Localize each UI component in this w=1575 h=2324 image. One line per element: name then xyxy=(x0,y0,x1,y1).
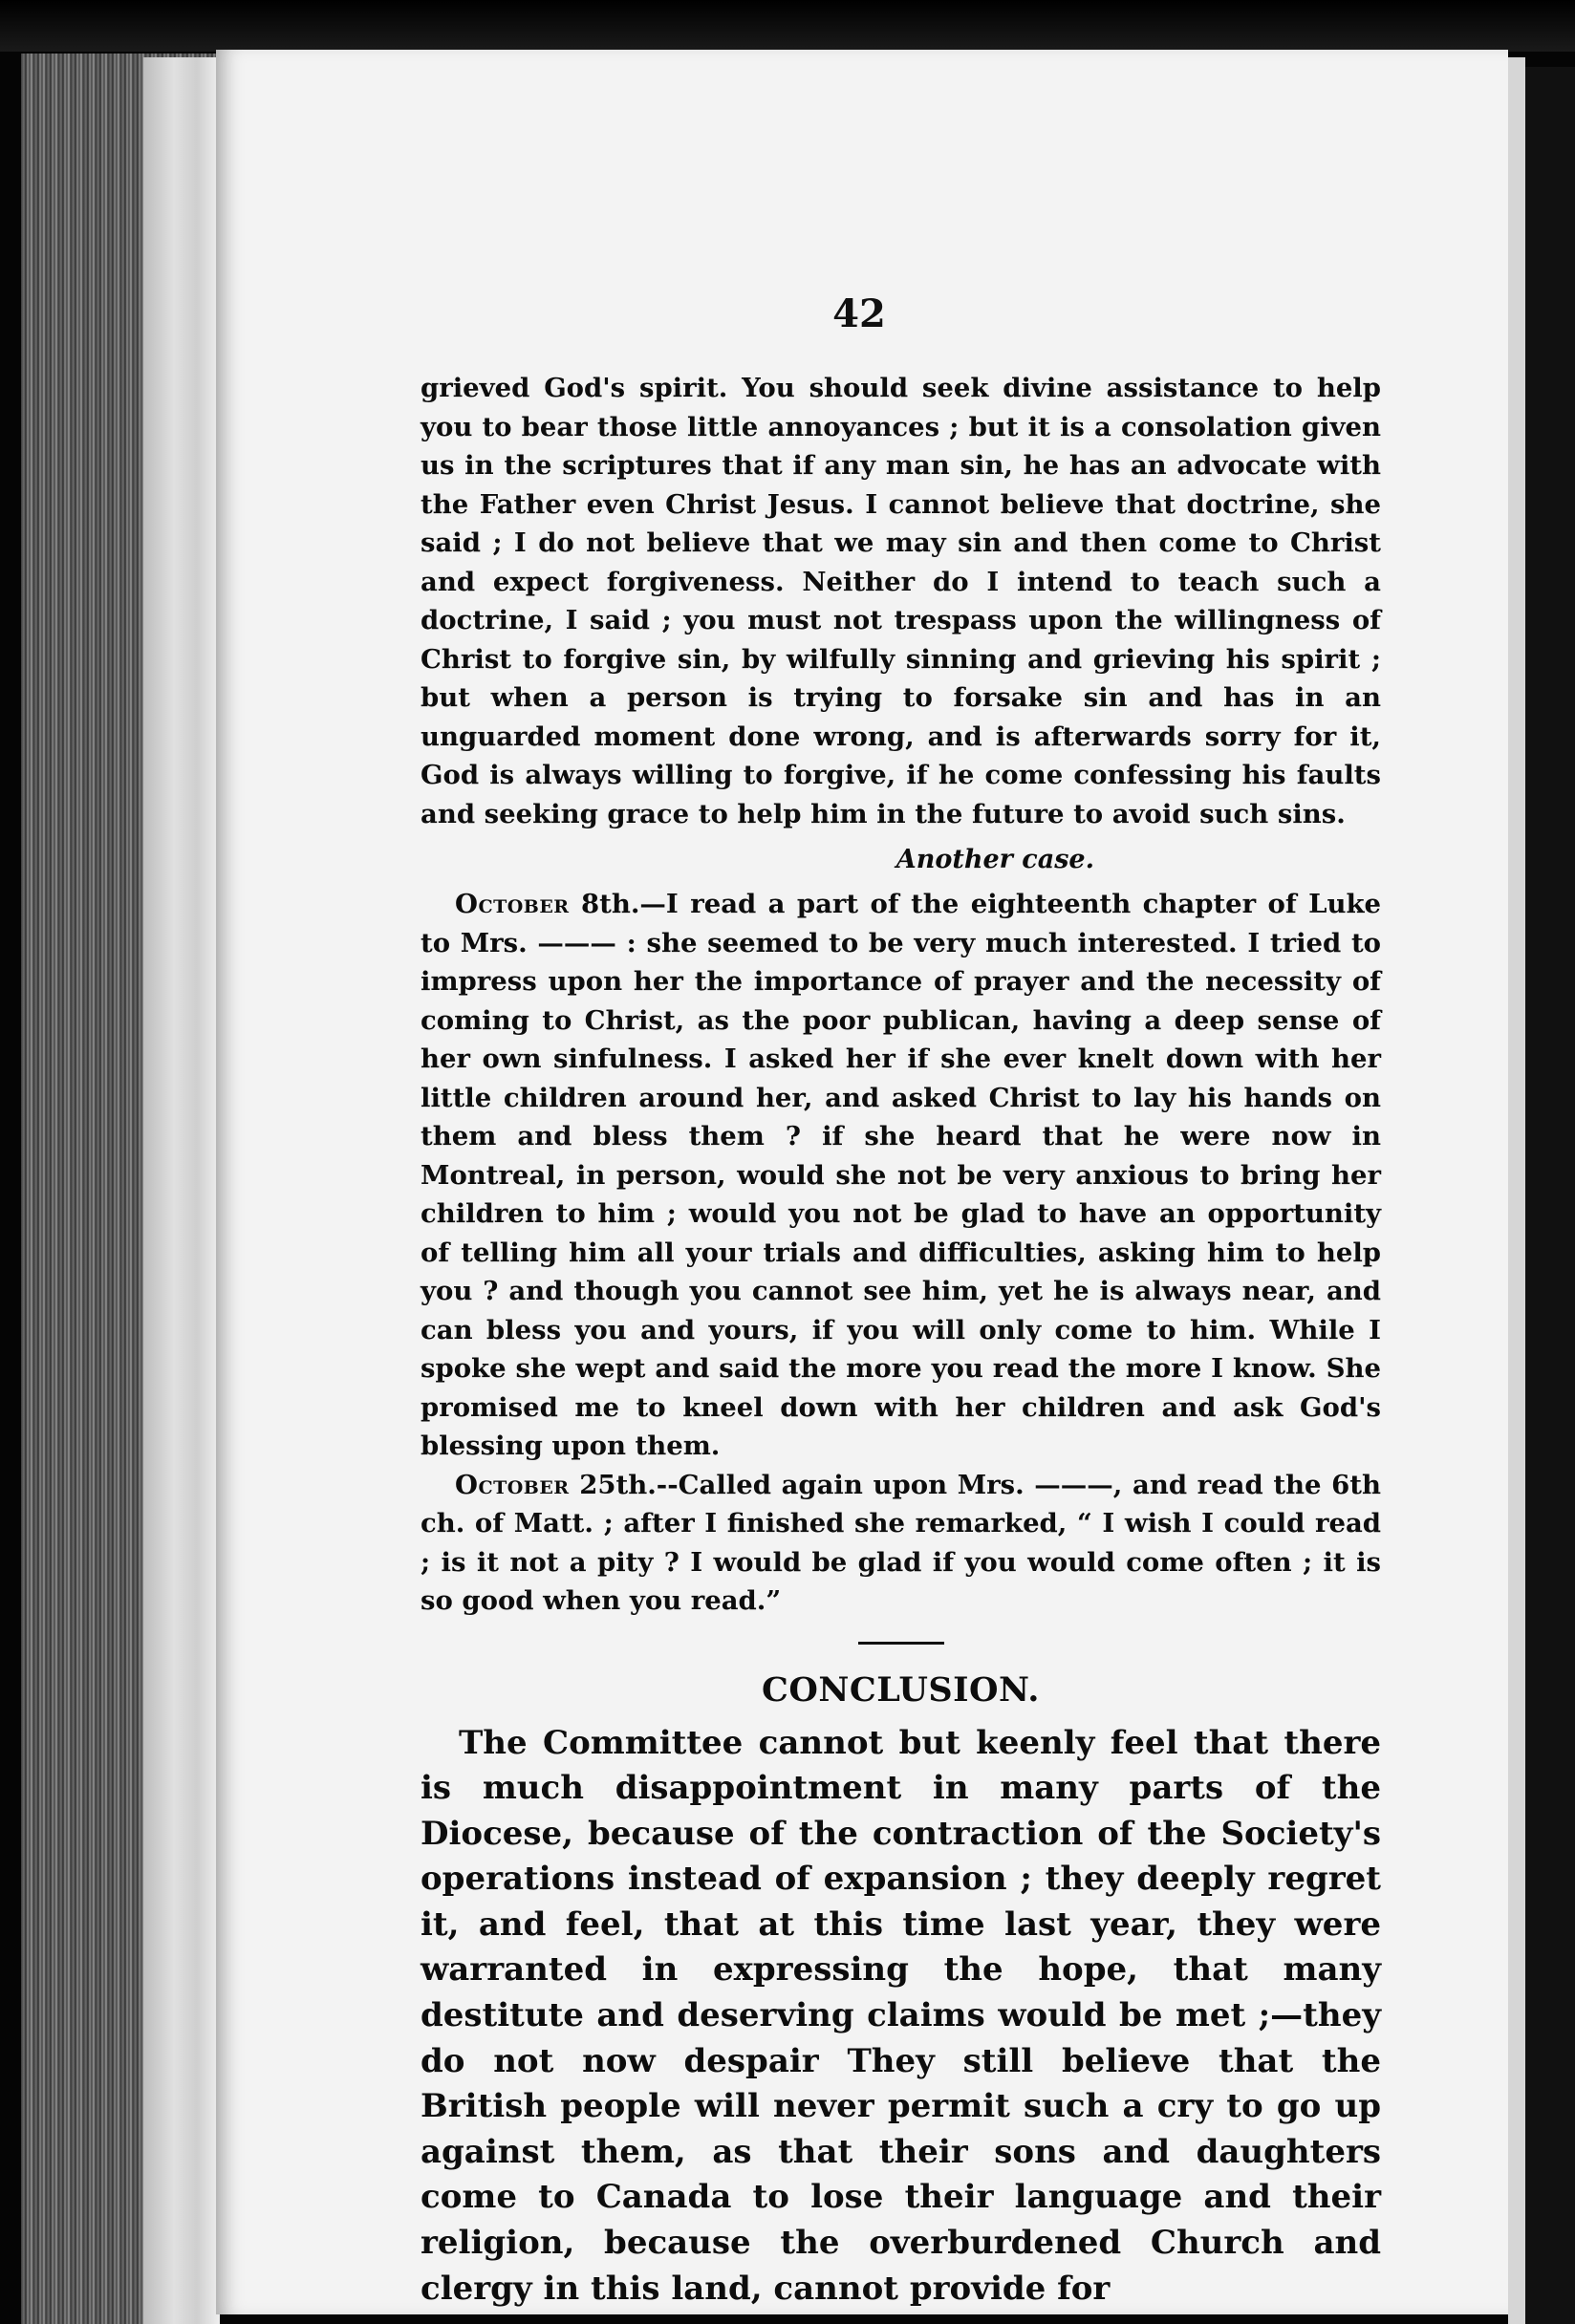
section-divider xyxy=(858,1642,944,1645)
conclusion-paragraph: The Committee cannot but keenly feel that there is much disappointment in many parts of the Diocese, because of the contraction of the Society's operations instead of expansion ; they deeply regret it, and feel, that at this time last year, they were warranted in expressing the hope, that many destitute and deserving claims would be met ;—they do not now despair They still believe that the British people will never permit such a cry to go up against them, as that their sons and daughters come to Canada to lose their language and their religion, because the overburdened Church and clergy in this land, cannot provide for xyxy=(421,1723,1381,2308)
book-page-edges-inner xyxy=(143,57,220,2324)
diary-section xyxy=(421,369,1381,1621)
page-body xyxy=(421,369,1381,2312)
diary-entry-october-25 xyxy=(421,1466,1381,1621)
conclusion-section xyxy=(421,1721,1381,2313)
scan-right-shadow xyxy=(1525,67,1575,2324)
entry-text: 8th.—I read a part of the eighteenth chapter of Luke to Mrs. ——— : she seemed to be very much interested. I tried to impress upon her the importance of prayer and the necessity of coming to Christ, as the poor publican, having a deep sense of her own sinfulness. I asked her if she ever knelt down with her little children around her, and asked Christ to lay his hands on them and bless them ? if she heard that he were now in Montreal, in person, would she not be very anxious to bring her children to him ; would you not be glad to have an opportunity of telling him all your trials and difficulties, asking him to help you ? and though you cannot see him, yet he is always near, and can bless you and yours, if you will only come to him. While I spoke she wept and said the more you read the more I know. She promised me to kneel down with her children and ask God's blessing upon them. xyxy=(421,889,1382,1461)
paragraph-continuation: grieved God's spirit. You should seek divine assistance to help you to bear those little annoyances ; but it is a consolation given us in the scriptures that if any man sin, he has an advocate with the Father even Christ Jesus. I cannot believe that doctrine, she said ; I do not believe that we may sin and then come to Christ and expect forgiveness. Neither do I intend to teach such a doctrine, I said ; you must not trespass upon the willingness of Christ to forgive sin, by wilfully sinning and grieving his spirit ; but when a person is trying to forsake sin and has in an unguarded moment done wrong, and is afterwards sorry for it, God is always willing to forgive, if he come confessing his faults and seeking grace to help him in the future to avoid such sins. xyxy=(421,373,1381,829)
case-heading: Another case. xyxy=(895,845,1094,874)
page-right-edge xyxy=(1508,57,1525,2324)
entry-text: 25th.--Called again upon Mrs. ———, and read the 6th ch. of Matt. ; after I finished she remarked, “ I wish I could read ; is it not a pity ? I would be glad if you would come often ; it is so good when you read.” xyxy=(421,1469,1381,1616)
entry-date-month: October xyxy=(455,1469,570,1500)
diary-entry-october-8 xyxy=(421,885,1381,1466)
entry-date-month: October xyxy=(455,889,570,919)
conclusion-heading: CONCLUSION. xyxy=(762,1669,1040,1710)
scan-top-shadow xyxy=(0,0,1575,52)
page-number: 42 xyxy=(832,291,886,336)
